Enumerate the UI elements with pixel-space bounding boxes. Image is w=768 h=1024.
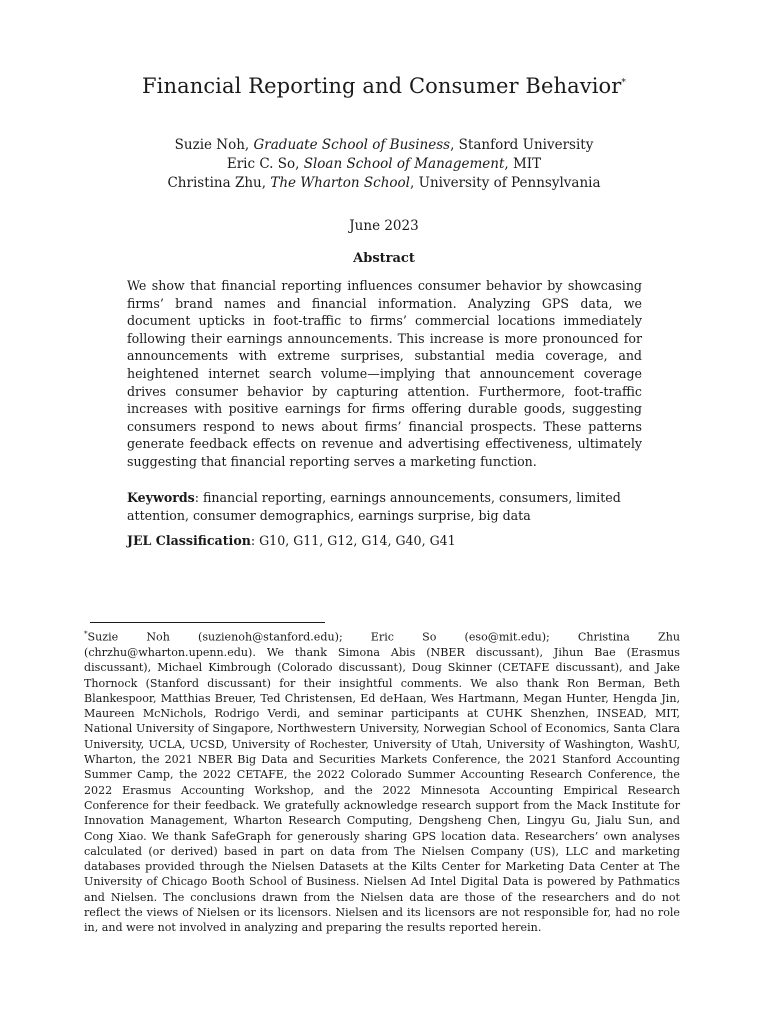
author-name: Christina Zhu,: [167, 175, 271, 191]
author-list: [0, 136, 768, 193]
author-name: Eric C. So,: [226, 156, 304, 172]
author-school: Graduate School of Business: [253, 137, 451, 153]
author-name: Suzie Noh,: [174, 137, 254, 153]
author-school: Sloan School of Management: [303, 156, 505, 172]
author-line: [0, 155, 768, 174]
author-university: , MIT: [504, 156, 542, 172]
footnote-mark: *: [84, 630, 88, 638]
footnote-rule: [90, 622, 325, 623]
author-school: The Wharton School: [270, 175, 410, 191]
abstract-text: We show that financial reporting influences consumer behavior by showcasing firms’ brand names and financial information. Analyzing GPS data, we document upticks in foot-traffic to firms’ commercial locations immediately following their earnings announcements. This increase is more pronounced for announcements with extreme surprises, substantial media coverage, and heightened internet search volume—implying that announcement coverage drives consumer behavior by capturing attention. Furthermore, foot-traffic increases with positive earnings for firms offering durable goods, suggesting consumers respond to news about firms’ financial prospects. These patterns generate feedback effects on revenue and advertising effectiveness, ultimately suggesting that financial reporting serves a marketing function.: [127, 278, 642, 469]
keywords: [127, 489, 642, 524]
author-university: , Stanford University: [450, 137, 594, 153]
author-university: , University of Pennsylvania: [410, 175, 601, 191]
footnote: [84, 627, 680, 936]
paper-date: June 2023: [349, 218, 419, 234]
title-footnote-mark: *: [621, 78, 627, 88]
footnote-text: Suzie Noh (suzienoh@stanford.edu); Eric So (eso@mit.edu); Christina Zhu (chrzhu@wharton.upenn.edu). We thank Simona Abis (NBER discussant), Jihun Bae (Erasmus discussant), Michael Kimbrough (Colorado discussant), Doug Skinner (CETAFE discussant), and Jake Thornock (Stanford discussant) for their insightful comments. We also thank Ron Berman, Beth Blankespoor, Matthias Breuer, Ted Christensen, Ed deHaan, Wes Hartmann, Megan Hunter, Hengda Jin, Maureen McNichols, Rodrigo Verdi, and seminar participants at CUHK Shenzhen, INSEAD, MIT, National University of Singapore, Northwestern University, Norwegian School of Economics, Santa Clara University, UCLA, UCSD, University of Rochester, University of Utah, University of Washington, WashU, Wharton, the 2021 NBER Big Data and Securities Markets Conference, the 2021 Stanford Accounting Summer Camp, the 2022 CETAFE, the 2022 Colorado Summer Accounting Research Conference, the 2022 Erasmus Accounting Workshop, and the 2022 Minnesota Accounting Empirical Research Conference for their feedback. We gratefully acknowledge research support from the Mack Institute for Innovation Management, Wharton Research Computing, Dengsheng Chen, Lingyu Gu, Jialu Sun, and Cong Xiao. We thank SafeGraph for generously sharing GPS location data. Researchers’ own analyses calculated (or derived) based in part on data from The Nielsen Company (US), LLC and marketing databases provided through the Nielsen Datasets at the Kilts Center for Marketing Data Center at The University of Chicago Booth School of Business. Nielsen Ad Intel Digital Data is powered by Pathmatics and Nielsen. The conclusions drawn from the Nielsen data are those of the researchers and do not reflect the views of Nielsen or its licensors. Nielsen and its licensors are not responsible for, had no role in, and were not involved in analyzing and preparing the results reported herein.: [84, 630, 680, 935]
author-line: [0, 174, 768, 193]
jel-text: : G10, G11, G12, G14, G40, G41: [250, 533, 456, 548]
author-line: [0, 136, 768, 155]
paper-title: [0, 74, 768, 98]
abstract-heading: Abstract: [353, 251, 415, 266]
title-text: Financial Reporting and Consumer Behavior: [141, 74, 622, 98]
jel-label: JEL Classification: [127, 533, 251, 548]
keywords-text: : financial reporting, earnings announcements, consumers, limited attention, consumer demographics, earnings surprise, big data: [127, 490, 621, 523]
keywords-label: Keywords: [127, 490, 195, 505]
jel-classification: [127, 532, 642, 550]
